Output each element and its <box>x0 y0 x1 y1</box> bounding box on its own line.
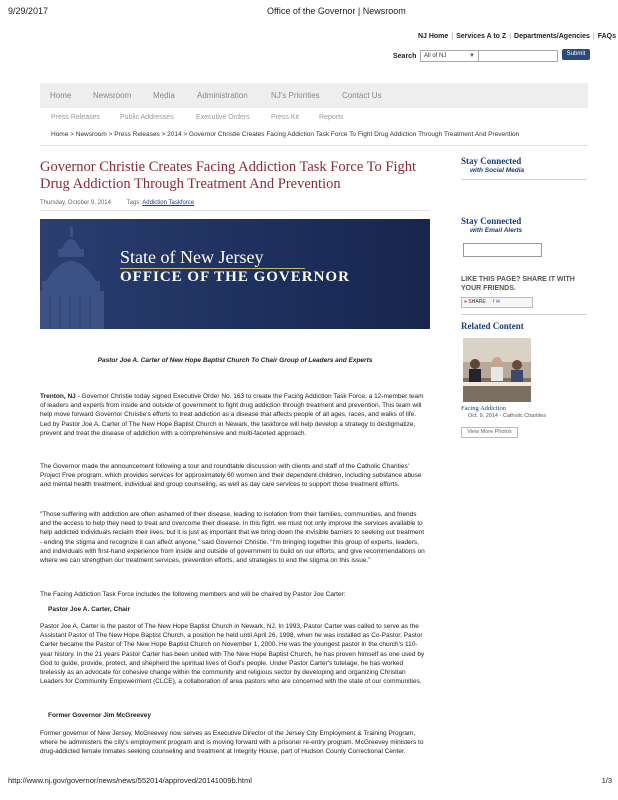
governor-banner <box>40 219 430 329</box>
stay-connected-social-title: Stay Connected <box>461 156 522 166</box>
section-heading: Former Governor Jim McGreevey <box>48 712 151 719</box>
article-meta <box>40 200 194 206</box>
share-icon: ● <box>464 299 468 305</box>
article-paragraph: Pastor Joe A. Carter is the pastor of The New Hope Baptist Church in Newark, NJ. In 1993, Pastor Carter was called to serve as the Assistant Pastor of The New Hope Baptist Church, a position he held until April 26, 1998, when he was installed as Co-Pastor. Pastor Carter became the Pastor of The New Hope Baptist Church on November 1, 2000. He was the youngest pastor in the church's 110-year history. In the 21 years Pastor Carter has been united with The New Hope Baptist Church, he has proven himself as one used by God to guide, provide, protect, and shepherd the spiritual lives of God's people. Under Pastor Carter's tutelage, he has worked tirelessly as an advocate for cohesive change within the community and religious sector by developing and organizing Christian Leaders for Community Empowerment (CLCE), a collaboration of area pastors who are concerned with the state of our communities. <box>40 623 425 686</box>
breadcrumb[interactable]: Home > Newsroom > Press Releases > 2014 > Governor Christie Creates Facing Addiction Task Force To Fight Drug Addiction Through Treatment And Prevention <box>51 131 520 138</box>
stay-connected-social-sub[interactable]: with Social Media <box>470 167 525 174</box>
page-number: 1/3 <box>601 776 612 785</box>
related-photo-thumbnail[interactable] <box>463 338 531 402</box>
tag-link[interactable]: Addiction Taskforce <box>142 200 195 206</box>
article-paragraph <box>40 392 428 438</box>
article-date: Thursday, October 9, 2014 <box>40 200 111 206</box>
view-more-photos-button[interactable]: View More Photos <box>461 427 518 438</box>
print-date: 9/29/2017 <box>8 6 49 16</box>
divider <box>461 179 587 180</box>
subnav-reports[interactable]: Reports <box>319 114 344 121</box>
related-content-title: Related Content <box>461 321 524 331</box>
chevron-down-icon: ▼ <box>469 53 475 59</box>
divider <box>461 314 587 315</box>
related-link[interactable]: Facing Addiction <box>461 405 506 412</box>
services-link[interactable]: Services A to Z <box>456 33 507 40</box>
main-nav <box>40 83 588 108</box>
faqs-link[interactable]: FAQs <box>597 33 616 40</box>
related-date: Oct. 9, 2014 - Catholic Charities <box>468 413 546 419</box>
email-alert-input[interactable] <box>463 243 542 257</box>
nav-home[interactable]: Home <box>50 91 72 100</box>
subnav-public-addresses[interactable]: Public Addresses <box>120 114 174 121</box>
nav-contact[interactable]: Contact Us <box>342 91 382 100</box>
article-paragraph: Former governor of New Jersey, McGreevey now serves as Executive Director of the Jersey City Employment & Training Program, where he administers the city's employment program and is moving forward with a prisoner re-entry program. McGreevey ministers to drug-addicted female inmates seeking counseling and treatment at Integrity House, part of Hudson County Correctional Center. <box>40 730 424 756</box>
departments-link[interactable]: Departments/Agencies <box>514 33 590 40</box>
roundtable-photo <box>463 338 531 402</box>
article-paragraph: The Facing Addiction Task Force includes the following members and will be chaired by Pastor Joe Carter: <box>40 591 346 598</box>
footer-url: http://www.nj.gov/governor/news/news/552014/approved/20141009b.html <box>8 776 252 785</box>
share-prompt: LIKE THIS PAGE? SHARE IT WITH YOUR FRIENDS. <box>461 276 575 292</box>
dateline: Trenton, NJ - <box>40 393 80 400</box>
nj-home-link[interactable]: NJ Home <box>417 33 449 40</box>
article-paragraph: "Those suffering with addiction are often ashamed of their disease, leading to isolation from their families, communities, and friends and the access to help they need to treat and overcome their disease. In this fight, we must not only improve the services available to help addicted individuals reclaim their lives, but it is just as important that we bring down the invisible barriers to seeking out treatment - ending the stigma and recognize it can affect anyone," said Governor Christie. "I'm bringing together this group of experts, leaders, and individuals with first-hand experience from inside and outside of government to build on our efforts, and give recommendations on where we can strengthen our treatment services, prevention efforts, and strategies to end the stigma on this issue." <box>40 511 425 565</box>
article-caption: Pastor Joe A. Carter of New Hope Baptist Church To Chair Group of Leaders and Experts <box>97 357 373 364</box>
paragraph-text: Governor Christie today signed Executive Order No. 163 to create the Facing Addiction Task Force, a 12-member team of leaders and experts from inside and outside of government to fight drug addiction through treatment and prevention. This team will help move forward Governor Christie's efforts to treat addiction as a disease that affects people of all ages, races, and walks of life. Led by Pastor Joe A. Carter of The New Hope Baptist Church in Newark, the taskforce will help develop a strategy to destigmatize, prevent and treat the disease of addiction with a comprehensive and multi-faceted approach. <box>40 393 424 437</box>
search-scope-select[interactable] <box>420 50 479 62</box>
divider <box>40 210 430 211</box>
share-label: SHARE <box>468 299 486 305</box>
nav-administration[interactable]: Administration <box>197 91 248 100</box>
search-submit-button[interactable]: Submit <box>562 49 590 60</box>
subnav-executive-orders[interactable]: Executive Orders <box>196 114 250 121</box>
subnav-press-releases[interactable]: Press Releases <box>51 114 101 121</box>
stay-connected-email-sub[interactable]: with Email Alerts <box>470 227 523 234</box>
search-scope-value: All of NJ <box>424 53 447 59</box>
tags-label: Tags: <box>126 200 141 206</box>
banner-office-text: OFFICE OF THE GOVERNOR <box>120 269 350 285</box>
section-heading: Pastor Joe A. Carter, Chair <box>48 606 131 613</box>
article-paragraph: The Governor made the announcement following a tour and roundtable discussion with clients and staff of the Catholic Charities' Project Free program, which provides services for approximately 60 women and their dependent children, including substance abuse and mental health treatment, individual and group counseling, as well as day care services to support those treatment efforts. <box>40 463 422 489</box>
share-button[interactable] <box>461 297 533 308</box>
top-links: NJ Home | Services A to Z | Departments/Agencies | FAQs <box>417 33 616 40</box>
search-label: Search <box>393 53 417 60</box>
nav-media[interactable]: Media <box>153 91 175 100</box>
subnav-press-kit[interactable]: Press Kit <box>271 114 300 121</box>
divider <box>40 145 588 146</box>
banner-state-text: State of New Jersey <box>120 247 264 267</box>
search-input[interactable] <box>478 50 558 62</box>
stay-connected-email-title: Stay Connected <box>461 216 522 226</box>
social-icons: f ✉ <box>493 299 501 305</box>
print-title: Office of the Governor | Newsroom <box>267 6 406 16</box>
nav-priorities[interactable]: NJ's Priorities <box>271 91 320 100</box>
nav-newsroom[interactable]: Newsroom <box>93 91 132 100</box>
page-title: Governor Christie Creates Facing Addiction Task Force To Fight Drug Addiction Through Treatment And Prevention <box>40 159 416 192</box>
